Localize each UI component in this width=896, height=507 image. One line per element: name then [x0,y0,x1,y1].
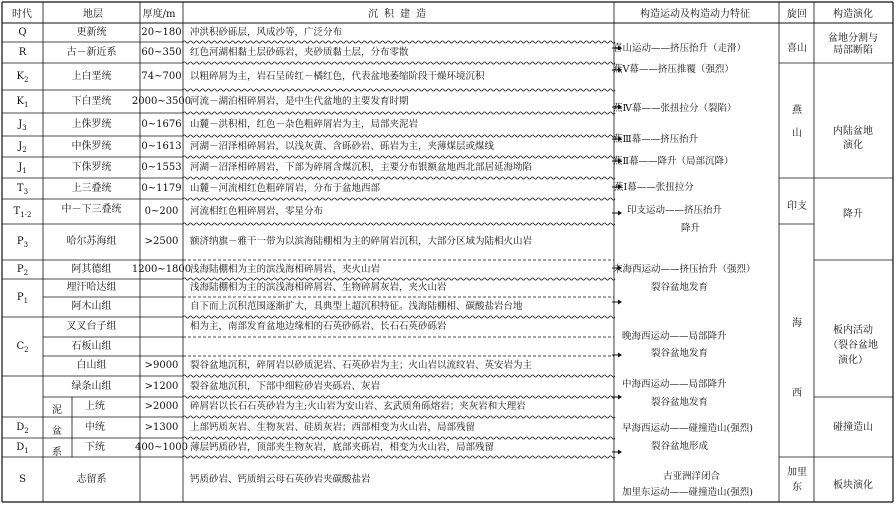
evolution-label: 碰撞造山 [833,422,873,433]
thickness-cell: >9000 [144,360,179,371]
era-symbol: P [16,263,24,275]
era-subscript: 2 [24,345,29,354]
strata-cell: 绿条山组 [71,380,112,392]
strata-cell: 石板山组 [71,340,112,352]
strata-cell: 上侏罗统 [71,118,112,130]
era-symbol: T [13,205,21,217]
deposit-cell: 河湖－沼泽相碎屑岩，下部为碎屑含煤沉积，主要分布银额盆地西北部居延海坳陷 [190,161,533,173]
arrow-icon [618,450,622,455]
thickness-cell: >1200 [144,380,179,392]
header-strata: 地层 [83,9,103,20]
unconformity-line [183,316,615,318]
deposit-cell: 裂谷盆地沉积，碎屑岩以砂质泥岩、石英砂岩为主；火山岩以流纹岩、英安岩为主 [190,360,533,371]
era-symbol: J [18,140,23,152]
era-subscript: 3 [23,241,29,249]
deposit-cell: 浅海陆棚相为主的滨浅海相碎屑岩、生物碎屑灰岩，夹火山岩 [190,282,447,293]
unconformity-line [183,41,615,43]
evolution-label: 内陆盆地 [833,126,873,137]
era-cell [17,183,28,198]
arrow-icon [618,353,622,358]
era-symbol: C [16,340,25,352]
strata-cell: 下统 [85,441,105,453]
era-cell [14,206,32,221]
evolution-label: 局部断陷 [833,45,873,56]
evolution-label: 演化 [843,140,863,151]
tectonic-event: 加里东运动——碰撞造山(强烈) [622,487,753,498]
evolution-label: 降升 [843,209,863,220]
unconformity-line [183,278,615,280]
cycle-label: 印支 [787,201,807,212]
deposit-cell: 自下而上沉积范围逐渐扩大，具典型上超沉积特征。浅海陆棚相、碳酸盐岩台地 [190,301,523,312]
header-thickness: 厚度/m [142,9,176,20]
era-cell [17,71,29,86]
evolution-label: （裂谷盆地 [828,340,878,351]
arrow-icon [618,300,622,305]
unconformity-line [183,156,615,158]
era-cell [17,264,28,279]
tectonic-event: 燕Ⅰ幕——张扭拉分 [614,182,694,193]
strata-cell: 白山组 [76,360,107,371]
strata-cell: 中统 [85,421,105,433]
era-subscript: 3 [23,187,29,196]
deposit-cell: 相为主，南部发育盆地边缘相的石英砂砾岩、长石石英砂砾岩 [190,321,447,332]
header-evolution: 构造演化 [833,9,873,20]
unconformity-line [183,62,615,64]
devonian-char: 系 [52,447,62,458]
era-subscript: 1 [23,297,29,305]
era-symbol: J [18,118,23,130]
deposit-cell: 上部钙质灰岩、生物灰岩、硅质灰岩；西部相变为火山岩，局部残留 [190,421,476,433]
strata-cell: 上三叠统 [71,182,112,194]
era-subscript: 1 [24,446,29,455]
thickness-cell: 20~180 [141,26,182,38]
tectonic-event: 燕Ⅱ幕——降升（局部沉降） [613,156,734,167]
era-cell [17,292,28,307]
era-symbol: P [16,292,24,303]
strata-cell: 志留系 [76,473,107,485]
deposit-cell: 山麓－河流相红色粗碎屑岩，分布于盆地西部 [190,182,381,194]
tectonic-event: 中海西运动——局部降升 [622,379,727,390]
evolution-label: 板内活动 [833,325,873,336]
thickness-cell: 400~1000 [135,441,188,453]
era-symbol: Q [18,26,27,38]
arrow-icon [618,211,622,216]
strata-cell: 上统 [85,401,105,412]
tectonic-event: 裂谷盆地形成 [651,441,709,452]
tectonic-event: 燕Ⅲ幕——挤压抬升 [613,134,699,145]
tectonic-event: 喜山运动——挤压抬升（走滑） [613,43,747,54]
strata-cell: 古－新近系 [66,46,117,58]
strata-cell: 下白垩统 [71,95,112,107]
era-cell [18,141,26,156]
thickness-cell: 0~1179 [141,182,182,194]
tectonic-event: 燕Ⅳ幕——张扭拉分（裂陷） [613,103,737,114]
tectonic-event: 裂谷盆地发育 [651,282,709,293]
header-cycle: 旋回 [787,9,807,20]
era-subscript: 2 [22,145,27,154]
strata-cell: 更新统 [76,26,107,38]
era-symbol: T [16,182,24,194]
tectonic-event: 印支运动——挤压抬升 [627,205,723,216]
era-subscript: 3 [22,123,27,132]
cycle-label: 燕 [792,105,802,116]
thickness-cell: 60~350 [141,46,182,58]
deposit-cell: 以粗碎屑为主，岩石呈砖红－橘红色，代表盆地萎缩阶段干燥环境沉积 [190,70,485,82]
deposit-cell: 碎屑岩以长石石英砂岩为主;火山岩为安山岩、玄武质角砾熔岩；夹灰岩和大理岩 [190,401,526,412]
thickness-cell: 0~1676 [141,118,182,130]
unconformity-line [183,135,615,137]
era-symbol: D [16,421,25,433]
era-subscript: 1 [22,166,27,175]
era-symbol: K [16,95,25,107]
thickness-cell: >2500 [144,236,179,247]
deposit-cell: 冲洪积砂砾层，风成沙等，广泛分布 [190,26,343,38]
deposit-cell: 河流相红色粗碎屑岩，零星分布 [190,205,324,217]
tectonic-event: 裂谷盆地发育 [651,397,709,408]
cycle-label: 山 [792,128,802,139]
strata-cell: 中侏罗统 [71,140,112,152]
unconformity-line [183,456,615,458]
era-cell [16,341,28,356]
thickness-cell: >1300 [144,421,179,433]
era-symbol: K [16,70,25,82]
strata-cell: 阿其德组 [71,263,112,275]
unconformity-line [183,198,615,200]
era-symbol: S [19,473,26,485]
era-symbol: P [16,236,24,247]
deposit-cell: 红色河湖相黏土层砂砾岩，夹砂质黏土层，分布零散 [190,46,409,58]
thickness-cell: 0~1613 [141,140,182,152]
unconformity-line [183,223,615,225]
strata-cell: 叉叉台子组 [66,321,117,332]
evolution-label: 板块演化 [833,480,873,491]
tectonic-event: 降升 [681,223,701,234]
devonian-char: 泥 [52,405,62,416]
unconformity-line [183,89,615,91]
era-symbol: R [18,46,27,58]
deposit-cell: 河湖－沼泽相碎屑岩，以浅灰黄、含砾砂岩、砾岩为主，夹薄煤层或煤线 [190,140,495,152]
era-subscript: 2 [24,75,29,84]
thickness-cell: 74~700 [141,70,182,82]
era-cell [17,96,29,111]
unconformity-line [183,177,615,179]
unconformity-line [183,396,615,398]
thickness-cell: 2000~3500 [131,95,192,107]
era-cell [18,119,26,134]
strata-cell: 哈尔苏海组 [66,236,117,247]
thickness-cell: 1200~1800 [131,263,192,275]
unconformity-line [183,416,615,418]
era-cell [18,27,26,42]
era-symbol: D [16,441,25,453]
era-subscript: 2 [23,268,29,277]
tectonic-event: 晚海西运动——局部降升 [622,331,727,342]
arrow-icon [618,395,622,400]
era-cell [18,162,26,177]
era-subscript: 1-2 [20,210,32,219]
header-tectonic: 构造运动及构造动力特征 [640,9,750,20]
evolution-label: 盆地分割与 [828,33,878,44]
era-subscript: 2 [24,426,29,435]
evolution-label: 演化） [838,355,868,366]
strata-cell: 中－下三叠统 [61,204,122,215]
tectonic-event: 早海西运动——碰撞造山(强烈) [622,423,753,434]
devonian-char: 盆 [52,426,62,437]
era-cell [19,474,26,489]
strata-cell: 下侏罗统 [71,161,112,173]
tectonic-event: 古亚洲洋闭合 [663,471,721,482]
thickness-cell: 0~200 [144,205,179,217]
deposit-cell: 山麓－洪积相，红色－杂色粗碎屑岩为主，局部夹泥岩 [190,118,419,130]
thickness-cell: >2000 [144,401,179,412]
deposit-cell: 钙质砂岩、钙质绢云母石英砂岩夹碳酸盐岩 [190,473,371,485]
cycle-label: 加里 [787,467,807,478]
cycle-label: 海 [792,318,802,329]
strata-cell: 埋汗哈达组 [66,282,117,293]
deposit-cell: 薄层钙质砂岩，顶部夹生物灰岩，底部夹砾岩，相变为火山岩，局部残留 [190,441,495,453]
deposit-cell: 河流－湖泊相碎屑岩，是中生代盆地的主要发育时期 [190,95,409,107]
deposit-cell: 裂谷盆地沉积，下部中细粒砂岩夹砾岩、灰岩 [190,380,381,392]
era-cell [19,47,27,62]
tectonic-event: 燕Ⅴ幕——挤压推覆（强烈） [613,64,734,75]
cycle-label: 西 [792,388,802,399]
era-cell [17,236,28,251]
tectonic-event: 末海西运动——挤压抬升（强烈） [613,264,756,275]
strata-cell: 上白垩统 [71,70,112,82]
header-era: 时代 [12,9,32,20]
cycle-label: 东 [792,482,802,493]
era-cell [16,422,29,437]
unconformity-line [183,437,615,439]
tectonic-event: 裂谷盆地发育 [651,348,709,359]
strata-cell: 阿木山组 [71,301,112,312]
thickness-cell: 0~1553 [141,161,182,173]
era-subscript: 1 [24,100,29,109]
deposit-cell: 浅海陆棚相为主的滨浅海相碎屑岩，夹火山岩 [190,263,381,275]
era-cell [16,442,29,457]
cycle-label: 喜山 [787,43,807,54]
unconformity-line [183,112,615,114]
header-deposit: 沉积建造 [368,9,432,20]
unconformity-line [183,375,615,377]
deposit-cell: 额济纳旗－雅干一带为以滨海陆棚相为主的碎屑岩沉积，大部分区域为陆相火山岩 [190,236,533,247]
era-symbol: J [18,161,23,173]
